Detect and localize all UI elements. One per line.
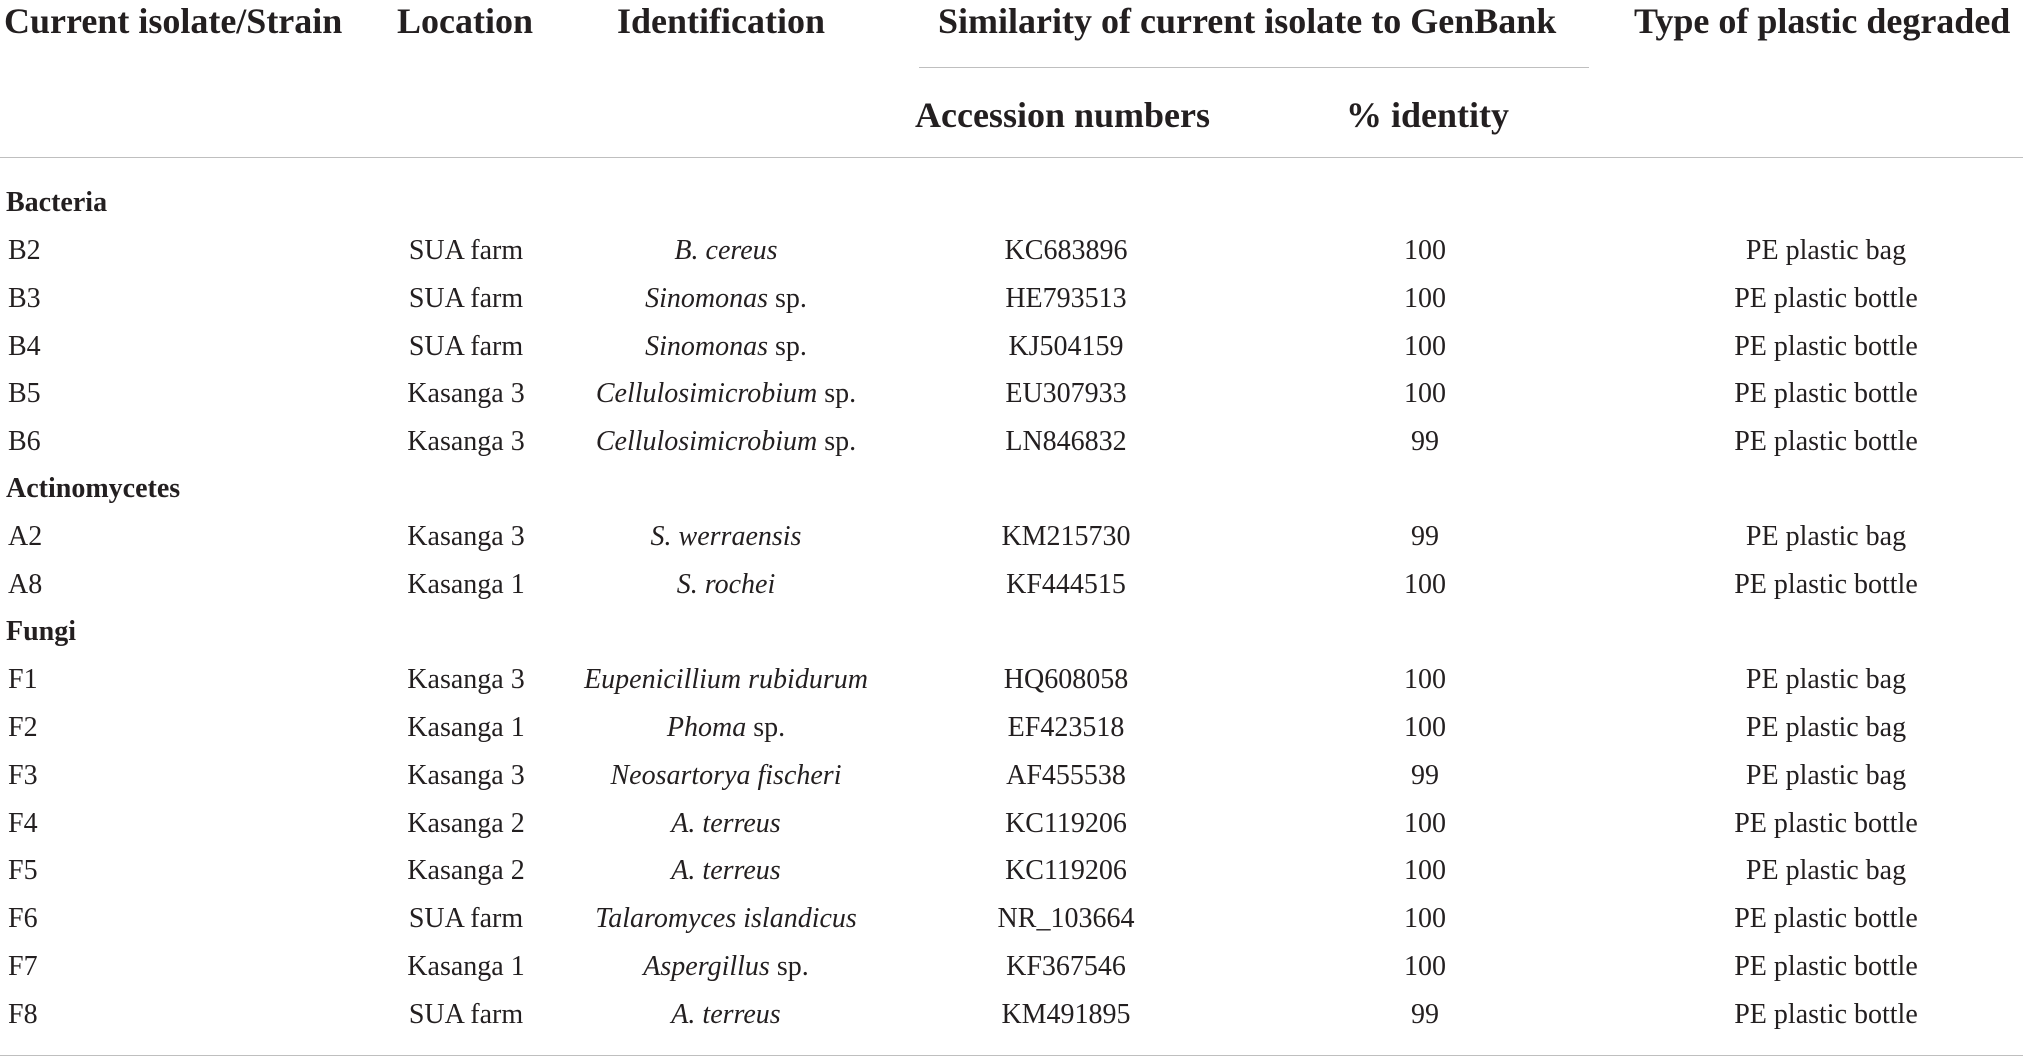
cell-accession: KF444515 — [1006, 569, 1126, 600]
group-label-actinomycetes: Actinomycetes — [6, 473, 181, 504]
cell-identification — [667, 711, 785, 745]
cell-location: Kasanga 2 — [407, 808, 525, 839]
cell-isolate: B3 — [8, 283, 41, 314]
cell-plastic-type: PE plastic bottle — [1734, 808, 1918, 839]
cell-plastic-type: PE plastic bottle — [1734, 331, 1918, 362]
cell-plastic-type: PE plastic bag — [1745, 664, 1907, 695]
identification-taxon: Aspergillus — [643, 951, 770, 982]
cell-accession: AF455538 — [1006, 760, 1126, 791]
cell-isolate: F4 — [8, 808, 38, 839]
cell-location: Kasanga 3 — [407, 378, 525, 409]
cell-accession: KC683896 — [1004, 235, 1128, 266]
cell-isolate: A2 — [8, 521, 43, 552]
cell-isolate: B5 — [8, 378, 41, 409]
cell-identification — [645, 330, 807, 364]
cell-location: Kasanga 1 — [407, 569, 525, 600]
cell-plastic-type: PE plastic bottle — [1734, 569, 1918, 600]
cell-identity: 100 — [1404, 235, 1446, 266]
header-plastic: Type of plastic degraded — [1634, 1, 2011, 41]
cell-isolate: F3 — [8, 760, 38, 791]
cell-identification — [643, 950, 808, 984]
table-row — [0, 854, 2023, 902]
cell-identity: 100 — [1404, 855, 1446, 886]
header-similarity: Similarity of current isolate to GenBank — [938, 1, 1557, 41]
table-row — [0, 330, 2023, 378]
table-row — [0, 377, 2023, 425]
identification-taxon: A. terreus — [671, 808, 781, 839]
group-label-fungi: Fungi — [6, 616, 77, 647]
table-row — [0, 759, 2023, 807]
cell-location: Kasanga 3 — [407, 521, 525, 552]
cell-identity: 100 — [1404, 378, 1446, 409]
cell-identity: 99 — [1411, 999, 1439, 1030]
table-row — [0, 902, 2023, 950]
identification-taxon: Talaromyces islandicus — [595, 903, 857, 934]
identification-suffix: sp. — [768, 283, 807, 314]
cell-plastic-type: PE plastic bottle — [1734, 999, 1918, 1030]
table-row — [0, 520, 2023, 568]
cell-identification — [595, 902, 857, 936]
cell-accession: HE793513 — [1005, 283, 1127, 314]
identification-taxon: Eupenicillium rubidurum — [584, 664, 868, 695]
cell-identification — [651, 520, 802, 554]
cell-plastic-type: PE plastic bag — [1745, 521, 1907, 552]
cell-isolate: F2 — [8, 712, 38, 743]
cell-isolate: F6 — [8, 903, 38, 934]
cell-identity: 100 — [1404, 808, 1446, 839]
cell-plastic-type: PE plastic bag — [1745, 235, 1907, 266]
cell-identity: 100 — [1404, 331, 1446, 362]
cell-identity: 100 — [1404, 664, 1446, 695]
cell-isolate: F8 — [8, 999, 38, 1030]
identification-taxon: B. cereus — [674, 235, 778, 266]
table-row — [0, 950, 2023, 998]
cell-identification — [596, 377, 856, 411]
cell-isolate: B6 — [8, 426, 41, 457]
cell-identification — [611, 759, 842, 793]
cell-location: Kasanga 2 — [407, 855, 525, 886]
identification-taxon: A. terreus — [671, 855, 781, 886]
group-label-bacteria: Bacteria — [6, 187, 108, 218]
identification-taxon: Sinomonas — [645, 331, 768, 362]
cell-accession: KM491895 — [1001, 999, 1131, 1030]
cell-plastic-type: PE plastic bag — [1745, 712, 1907, 743]
cell-plastic-type: PE plastic bottle — [1734, 903, 1918, 934]
cell-isolate: F7 — [8, 951, 38, 982]
cell-isolate: F1 — [8, 664, 38, 695]
cell-accession: KJ504159 — [1008, 331, 1124, 362]
header-location: Location — [397, 1, 534, 41]
cell-isolate: F5 — [8, 855, 38, 886]
cell-identification — [674, 234, 777, 268]
cell-accession: HQ608058 — [1003, 664, 1129, 695]
table-bottom-rule — [0, 1055, 2023, 1056]
cell-identity: 99 — [1411, 521, 1439, 552]
cell-identity: 100 — [1404, 712, 1446, 743]
cell-location: SUA farm — [408, 331, 524, 362]
table-row — [0, 234, 2023, 282]
similarity-underline — [919, 67, 1589, 68]
cell-plastic-type: PE plastic bag — [1745, 855, 1907, 886]
cell-accession: KC119206 — [1005, 855, 1127, 886]
cell-accession: KF367546 — [1006, 951, 1126, 982]
cell-identity: 100 — [1404, 903, 1446, 934]
cell-identification — [671, 807, 780, 841]
identification-suffix: sp. — [817, 426, 857, 457]
identification-taxon: S. rochei — [676, 569, 776, 600]
cell-location: SUA farm — [408, 283, 524, 314]
identification-suffix: sp. — [769, 951, 809, 982]
cell-plastic-type: PE plastic bottle — [1734, 951, 1918, 982]
cell-accession: EF423518 — [1007, 712, 1125, 743]
cell-accession: EU307933 — [1005, 378, 1127, 409]
cell-accession: KC119206 — [1005, 808, 1127, 839]
cell-isolate: B4 — [8, 331, 41, 362]
cell-identity: 99 — [1411, 426, 1439, 457]
cell-location: SUA farm — [408, 999, 524, 1030]
cell-isolate: B2 — [8, 235, 41, 266]
cell-accession: KM215730 — [1001, 521, 1131, 552]
identification-taxon: A. terreus — [671, 999, 781, 1030]
cell-plastic-type: PE plastic bottle — [1734, 426, 1918, 457]
cell-identification — [671, 854, 780, 888]
identification-taxon: Cellulosimicrobium — [595, 426, 818, 457]
table-row — [0, 998, 2023, 1046]
cell-accession: LN846832 — [1005, 426, 1127, 457]
identification-taxon: Cellulosimicrobium — [595, 378, 818, 409]
cell-identification — [596, 425, 856, 459]
identification-suffix: sp. — [746, 712, 786, 743]
cell-plastic-type: PE plastic bag — [1745, 760, 1907, 791]
cell-location: Kasanga 3 — [407, 426, 525, 457]
cell-identity: 100 — [1404, 569, 1446, 600]
cell-location: Kasanga 3 — [407, 760, 525, 791]
cell-identification — [677, 568, 776, 602]
cell-location: Kasanga 3 — [407, 664, 525, 695]
cell-isolate: A8 — [8, 569, 43, 600]
identification-suffix: sp. — [768, 331, 807, 362]
identification-taxon: Phoma — [666, 712, 747, 743]
header-identity: % identity — [1346, 95, 1510, 135]
table-row — [0, 425, 2023, 473]
cell-identity: 99 — [1411, 760, 1439, 791]
cell-identity: 100 — [1404, 283, 1446, 314]
identification-taxon: S. werraensis — [650, 521, 802, 552]
cell-identity: 100 — [1404, 951, 1446, 982]
cell-plastic-type: PE plastic bottle — [1734, 283, 1918, 314]
identification-taxon: Neosartorya fischeri — [610, 760, 842, 791]
cell-location: SUA farm — [408, 903, 524, 934]
cell-plastic-type: PE plastic bottle — [1734, 378, 1918, 409]
identification-taxon: Sinomonas — [645, 283, 768, 314]
cell-identification — [645, 282, 807, 316]
header-isolate: Current isolate/Strain — [4, 1, 343, 41]
header-accession: Accession numbers — [915, 95, 1210, 135]
table-row — [0, 282, 2023, 330]
identification-suffix: sp. — [817, 378, 857, 409]
cell-location: Kasanga 1 — [407, 712, 525, 743]
table-row — [0, 711, 2023, 759]
cell-location: SUA farm — [408, 235, 524, 266]
cell-identification — [584, 663, 868, 697]
table-row — [0, 807, 2023, 855]
header-identification: Identification — [617, 1, 826, 41]
cell-location: Kasanga 1 — [407, 951, 525, 982]
cell-identification — [671, 998, 780, 1032]
table-row — [0, 663, 2023, 711]
cell-accession: NR_103664 — [997, 903, 1135, 934]
table-row — [0, 568, 2023, 616]
header-bottom-rule — [0, 157, 2023, 158]
